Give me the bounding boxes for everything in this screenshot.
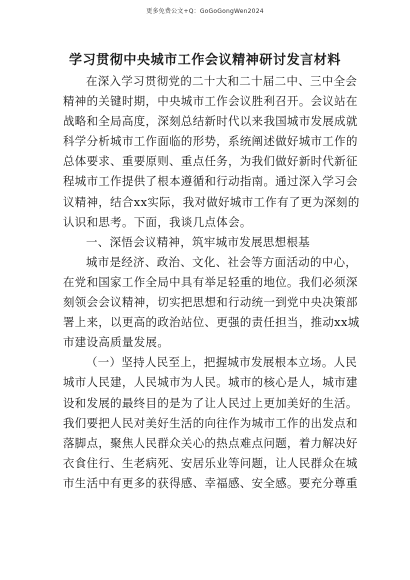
body-line: 程城市工作提供了根本遵循和行动指南。通过深入学习会: [63, 174, 358, 189]
body-line: 战略和全局高度，深刻总结新时代以来我国城市发展成就: [63, 114, 358, 129]
body-line: 市生活中有更多的获得感、幸福感、安全感。要充分尊重: [63, 475, 358, 490]
header-note: 更多免费公文+Q：GoGoGongWen2024: [146, 8, 264, 15]
body-line: （一）坚持人民至上，把握城市发展根本立场。人民: [86, 355, 358, 370]
body-line: 城市人民建，人民城市为人民。城市的核心是人，城市建: [63, 375, 358, 390]
body-line: 在深入学习贯彻党的二十大和二十届二中、三中全会: [86, 74, 358, 88]
body-line: 城市是经济、政治、文化、社会等方面活动的中心，: [86, 254, 358, 269]
body-line: 认识和思考。下面，我谈几点体会。: [63, 214, 252, 229]
body-line: 在党和国家工作全局中具有举足轻重的地位。我们必须深: [63, 274, 358, 289]
body-line: 设和发展的最终目的是为了让人民过上更加美好的生活。: [63, 395, 358, 410]
body-line: 一、深悟会议精神，筑牢城市发展思想根基: [86, 234, 311, 249]
document-body: [63, 71, 360, 493]
body-line: 落脚点，聚焦人民群众关心的热点难点问题，着力解决好: [63, 435, 358, 450]
body-line: 市建设高质量发展。: [63, 335, 170, 350]
body-line: 衣食住行、生老病死、安居乐业等问题，让人民群众在城: [63, 455, 358, 470]
body-line: 精神的关键时期，中央城市工作会议胜利召开。会议站在: [63, 94, 358, 109]
body-line: 议精神，结合xx实际，我对做好城市工作有了更为深刻的: [63, 194, 360, 209]
body-line: 总体要求、重要原则、重点任务，为我们做好新时代新征: [63, 154, 358, 169]
body-line: 署上来，以更高的政治站位、更强的责任担当，推动xx城: [63, 315, 360, 330]
body-line: 我们要把人民对美好生活的向往作为城市工作的出发点和: [63, 415, 358, 430]
document-title: 学习贯彻中央城市工作会议精神研讨发言材料: [68, 53, 341, 68]
body-line: 刻领会会议精神，切实把思想和行动统一到党中央决策部: [63, 295, 358, 310]
body-line: 科学分析城市工作面临的形势，系统阐述做好城市工作的: [63, 134, 358, 149]
